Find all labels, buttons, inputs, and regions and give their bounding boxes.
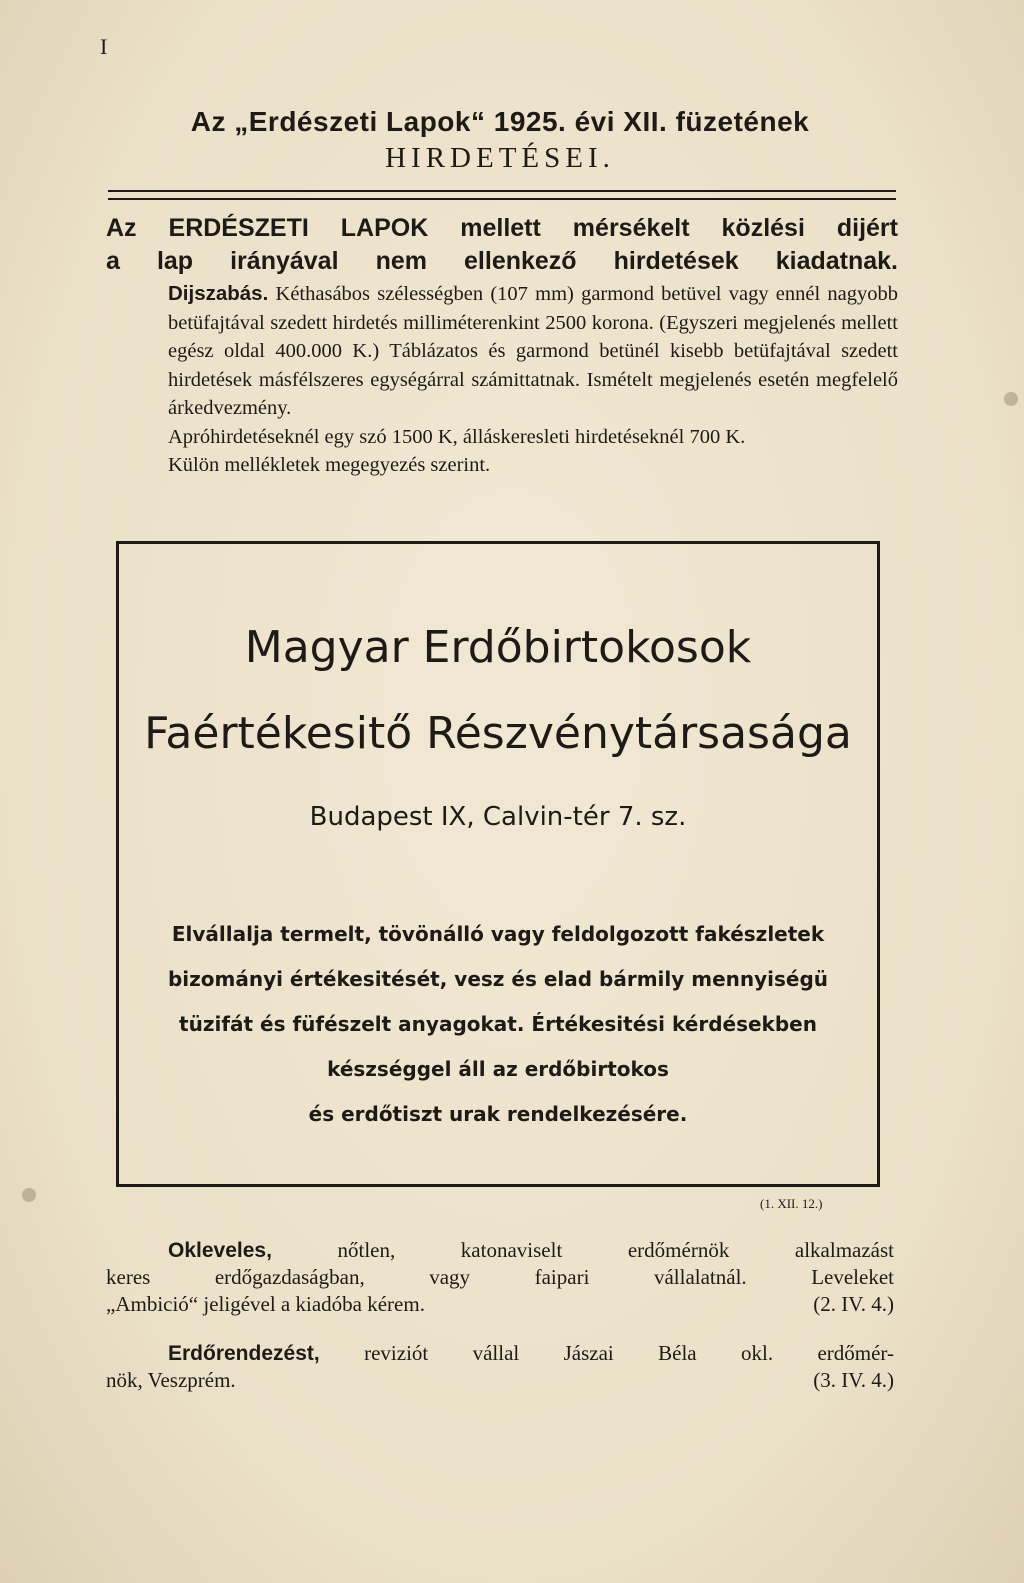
rates-heading-line1: Az ERDÉSZETI LAPOK mellett mérsékelt közlési dijért <box>106 214 898 242</box>
classified-line: keres erdőgazdaságban, vagy faipari vállalatnál. Leveleket <box>106 1265 894 1289</box>
classified-line <box>106 1340 894 1367</box>
ad-text-line: tüzifát és füfészelt anyagokat. Értékesitési kérdésekben <box>179 1012 817 1036</box>
pricing-label: Dijszabás. <box>168 282 269 305</box>
ad-text-line: és erdőtiszt urak rendelkezésére. <box>308 1102 688 1126</box>
rates-heading <box>106 212 898 278</box>
ad-text-line: készséggel áll az erdőbirtokos <box>327 1057 669 1081</box>
rates-heading-line2: a lap irányával nem ellenkező hirdetések kiadatnak. <box>106 247 898 275</box>
classified-last-line <box>106 1367 894 1394</box>
classified-text: reviziót vállal Jászai Béla okl. erdőmér- <box>364 1341 894 1365</box>
supplements-note: Külön mellékletek megegyezés szerint. <box>168 454 491 476</box>
header-subtitle: HIRDETÉSEI. <box>385 142 615 174</box>
ad-text-line: bizományi értékesitését, vesz és elad bármily mennyiségü <box>167 967 829 991</box>
ad-text <box>119 912 877 1137</box>
ad-text-line: Elvállalja termelt, tövönálló vagy feldolgozott fakészletek <box>171 922 825 946</box>
classified-label: Erdőrendezést, <box>168 1342 320 1365</box>
classified-text: nök, Veszprém. <box>106 1368 236 1392</box>
classified-ad <box>106 1237 894 1318</box>
pricing-paragraph <box>106 280 898 423</box>
classified-label: Okleveles, <box>168 1239 272 1262</box>
classified-ad <box>106 1340 894 1394</box>
ad-reference: (1. XII. 12.) <box>760 1196 823 1211</box>
classified-last-line <box>106 1291 894 1318</box>
classified-text: „Ambició“ jeligével a kiadóba kérem. <box>106 1292 425 1316</box>
paper-stain <box>1004 392 1018 406</box>
small-ads-rate: Apróhirdetéseknél egy szó 1500 K, álláskeresleti hirdetéseknél 700 K. <box>168 425 746 448</box>
classified-line <box>106 1237 894 1264</box>
page-marker: I <box>100 34 108 59</box>
header-title: Az „Erdészeti Lapok“ 1925. évi XII. füzetének <box>190 106 810 137</box>
pricing-text: Kéthasábos szélességben (107 mm) garmond betüvel vagy ennél nagyobb betüfajtával szedett hirdetés milliméterenkint 2500 korona. (Egyszeri megjelenés mellett egész oldal 400.000 K.) Táblázatos és garmond betünél kisebb betüfajtával szedett hirdetések másfélszeres egységárral számittatnak. Ismételt megjelenés esetén megfelelő árkedvezmény. <box>168 283 899 419</box>
rates-body <box>106 280 898 480</box>
classified-reference: (3. IV. 4.) <box>813 1368 894 1392</box>
paper-stain <box>22 1188 36 1202</box>
classified-text: nőtlen, katonaviselt erdőmérnök alkalmazást <box>337 1238 894 1262</box>
classified-reference: (2. IV. 4.) <box>813 1292 894 1316</box>
double-rule-divider <box>108 190 896 200</box>
ad-address: Budapest IX, Calvin-tér 7. sz. <box>309 802 687 832</box>
company-advertisement <box>116 541 880 1187</box>
ad-title-line1: Magyar Erdőbirtokosok <box>244 622 752 673</box>
ad-title-line2: Faértékesitő Részvénytársasága <box>144 708 852 759</box>
